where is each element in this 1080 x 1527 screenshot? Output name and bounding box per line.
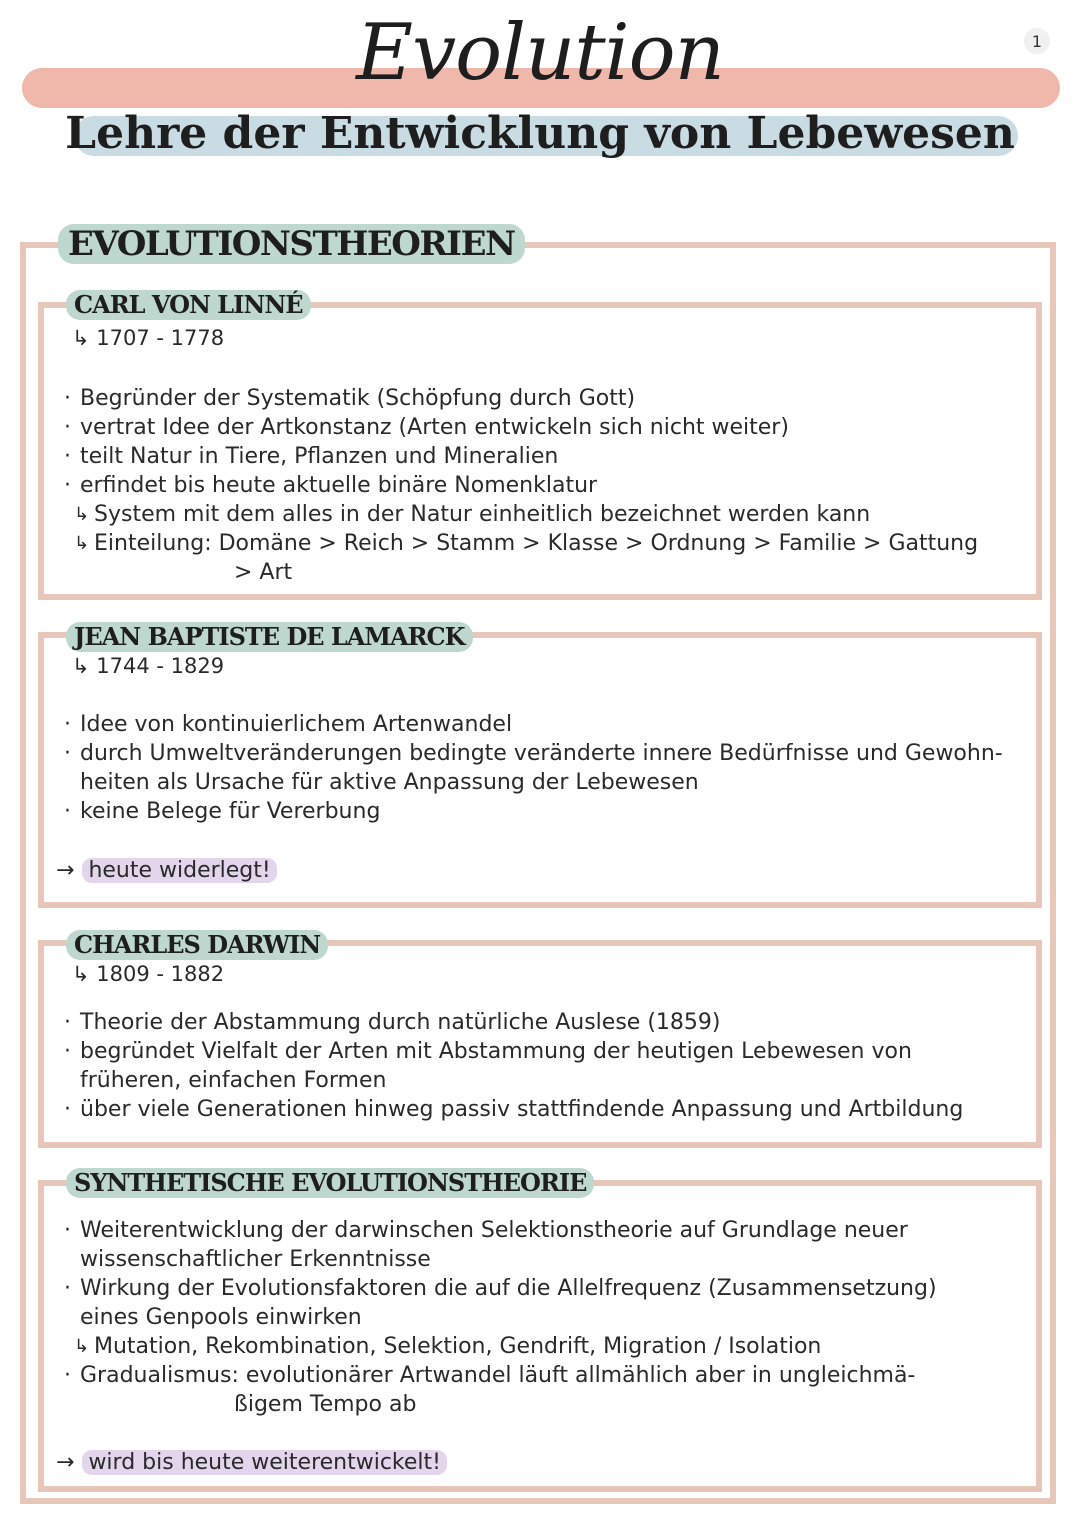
list-item: · teilt Natur in Tiere, Pflanzen und Mineralien: [64, 442, 1024, 471]
list-item: · Gradualismus: evolutionärer Artwandel läuft allmählich aber in ungleichmä-: [64, 1361, 1024, 1390]
list-item: · erfindet bis heute aktuelle binäre Nomenklatur: [64, 471, 1024, 500]
list-item: > Art: [234, 560, 293, 585]
section-title-linne: CARL VON LINNÉ: [66, 290, 311, 320]
bullets-lamarck: [64, 710, 1024, 826]
list-item: früheren, einfachen Formen: [80, 1068, 387, 1093]
conclusion-lamarck: [56, 858, 277, 883]
bullets-darwin: [64, 1008, 1024, 1124]
page-number: 1: [1024, 28, 1050, 54]
list-item: ↳ Mutation, Rekombination, Selektion, Gendrift, Migration / Isolation: [64, 1332, 1024, 1361]
list-item: ↳ Einteilung: Domäne > Reich > Stamm > Klasse > Ordnung > Familie > Gattung: [64, 529, 1024, 558]
dates-lamarck: ↳ 1744 - 1829: [72, 654, 225, 678]
bullets-linne: [64, 384, 1024, 587]
dates-linne: ↳ 1707 - 1778: [72, 326, 225, 350]
list-item: · Wirkung der Evolutionsfaktoren die auf die Allelfrequenz (Zusammensetzung): [64, 1274, 1024, 1303]
page-subtitle: Lehre der Entwicklung von Lebewesen: [65, 108, 1015, 159]
conclusion-text: heute widerlegt!: [82, 858, 276, 883]
list-item: · keine Belege für Vererbung: [64, 797, 1024, 826]
list-item: wissenschaftlicher Erkenntnisse: [80, 1247, 431, 1272]
list-item: · vertrat Idee der Artkonstanz (Arten entwickeln sich nicht weiter): [64, 413, 1024, 442]
arrow-right-icon: →: [56, 1450, 75, 1475]
list-item: · Idee von kontinuierlichem Artenwandel: [64, 710, 1024, 739]
list-item: · Theorie der Abstammung durch natürliche Auslese (1859): [64, 1008, 1024, 1037]
list-item: · durch Umweltveränderungen bedingte veränderte innere Bedürfnisse und Gewohn-: [64, 739, 1024, 768]
dates-darwin: ↳ 1809 - 1882: [72, 962, 225, 986]
list-item: eines Genpools einwirken: [80, 1305, 362, 1330]
list-item: ↳ System mit dem alles in der Natur einheitlich bezeichnet werden kann: [64, 500, 1024, 529]
list-item: · Begründer der Systematik (Schöpfung durch Gott): [64, 384, 1024, 413]
bullets-synthetisch: [64, 1216, 1024, 1419]
conclusion-text: wird bis heute weiterentwickelt!: [82, 1450, 447, 1475]
section-title-synthetisch: SYNTHETISCHE EVOLUTIONSTHEORIE: [66, 1168, 594, 1198]
main-heading: EVOLUTIONSTHEORIEN: [58, 224, 525, 264]
list-item: · Weiterentwicklung der darwinschen Selektionstheorie auf Grundlage neuer: [64, 1216, 1024, 1245]
conclusion-synthetisch: [56, 1450, 447, 1475]
page-title: Evolution: [356, 8, 724, 98]
section-title-lamarck: JEAN BAPTISTE DE LAMARCK: [66, 622, 473, 652]
arrow-right-icon: →: [56, 858, 75, 883]
list-item: · begründet Vielfalt der Arten mit Abstammung der heutigen Lebewesen von: [64, 1037, 1024, 1066]
list-item: heiten als Ursache für aktive Anpassung der Lebewesen: [80, 770, 699, 795]
list-item: · über viele Generationen hinweg passiv stattfindende Anpassung und Artbildung: [64, 1095, 1024, 1124]
section-title-darwin: CHARLES DARWIN: [66, 930, 328, 960]
list-item: ßigem Tempo ab: [234, 1392, 417, 1417]
